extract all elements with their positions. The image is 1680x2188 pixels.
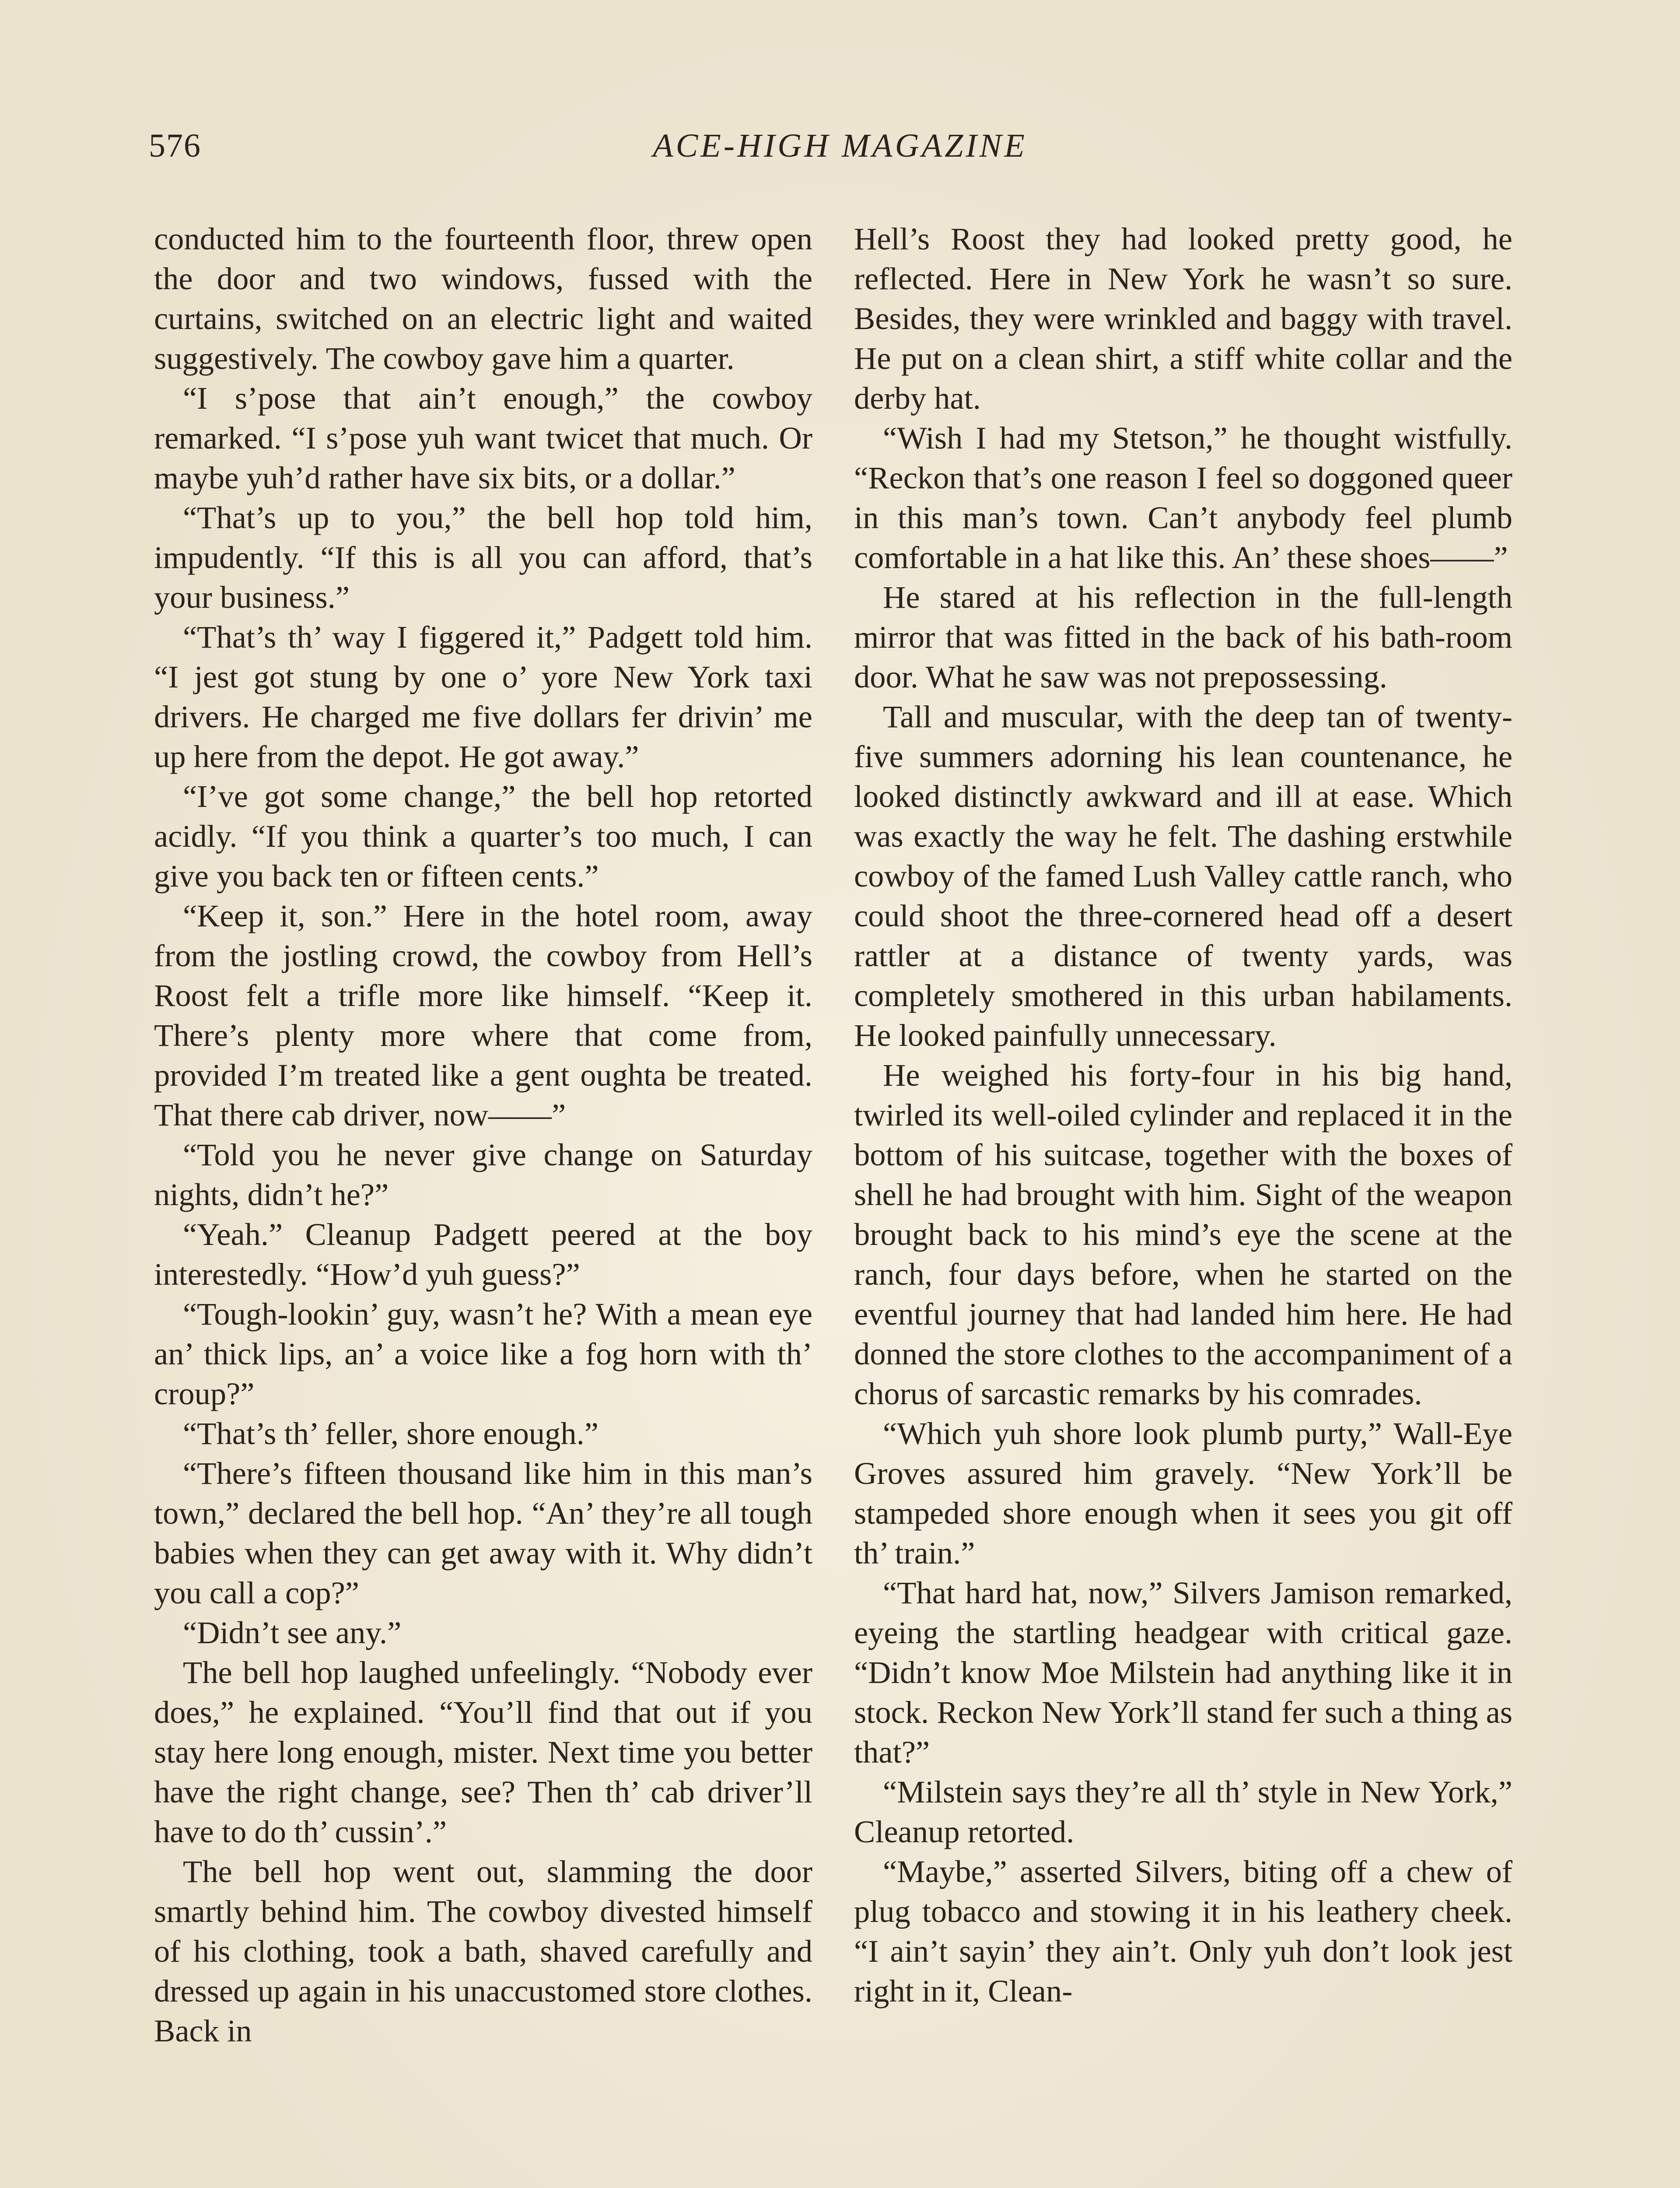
paragraph: “Yeah.” Cleanup Padgett peered at the boy interestedly. “How’d yuh guess?” <box>154 1217 812 1292</box>
left-column <box>154 219 812 2051</box>
paragraph: conducted him to the fourteenth floor, threw open the door and two windows, fussed with the curtains, switched on an electric light and waited suggestively. The cowboy gave him a quarter. <box>154 221 812 376</box>
paragraph: He weighed his forty-four in his big hand, twirled its well-oiled cylinder and replaced it in the bottom of his suitcase, together with the boxes of shell he had brought with him. Sight of the weapon brought back to his mind’s eye the scene at the ranch, four days before, when he started on the eventful journey that had landed him here. He had donned the store clothes to the accompaniment of a chorus of sarcastic remarks by his comrades. <box>854 1057 1512 1411</box>
paragraph: “Wish I had my Stetson,” he thought wistfully. “Reckon that’s one reason I feel so doggoned queer in this man’s town. Can’t anybody feel plumb comfortable in a hat like this. An’ these shoes——” <box>854 420 1512 575</box>
paragraph: “Told you he never give change on Saturday nights, didn’t he?” <box>154 1137 812 1212</box>
paragraph: The bell hop went out, slamming the door smartly behind him. The cowboy divested himself of his clothing, took a bath, shaved carefully and dressed up again in his unaccustomed store clothes. Back in <box>154 1854 812 2048</box>
paragraph: Hell’s Roost they had looked pretty good, he reflected. Here in New York he wasn’t so sure. Besides, they were wrinkled and baggy with travel. He put on a clean shirt, a stiff white collar and the derby hat. <box>854 221 1512 416</box>
paragraph: Tall and muscular, with the deep tan of twenty-five summers adorning his lean countenance, he looked distinctly awkward and ill at ease. Which was exactly the way he felt. The dashing erstwhile cowboy of the famed Lush Valley cattle ranch, who could shoot the three-cornered head off a desert rattler at a distance of twenty yards, was completely smothered in this urban habilaments. He looked painfully unnecessary. <box>854 699 1512 1053</box>
paragraph: “There’s fifteen thousand like him in this man’s town,” declared the bell hop. “An’ they’re all tough babies when they can get away with it. Why didn’t you call a cop?” <box>154 1455 812 1610</box>
paragraph: “That hard hat, now,” Silvers Jamison remarked, eyeing the startling headgear with critical gaze. “Didn’t know Moe Milstein had anything like it in stock. Reckon New York’ll stand fer such a thing as that?” <box>854 1575 1512 1770</box>
page-header <box>149 127 1531 179</box>
paragraph: “Tough-lookin’ guy, wasn’t he? With a mean eye an’ thick lips, an’ a voice like a fog horn with th’ croup?” <box>154 1296 812 1411</box>
paragraph: The bell hop laughed unfeelingly. “Nobody ever does,” he explained. “You’ll find that out if you stay here long enough, mister. Next time you better have the right change, see? Then th’ cab driver’ll have to do th’ cussin’.” <box>154 1655 812 1849</box>
right-column <box>854 219 1512 2011</box>
paragraph: “Milstein says they’re all th’ style in New York,” Cleanup retorted. <box>854 1774 1512 1849</box>
paragraph: “That’s up to you,” the bell hop told him, impudently. “If this is all you can afford, that’s your business.” <box>154 500 812 615</box>
paragraph: “I s’pose that ain’t enough,” the cowboy remarked. “I s’pose yuh want twicet that much. Or maybe yuh’d rather have six bits, or a dollar.” <box>154 380 812 495</box>
paragraph: “Which yuh shore look plumb purty,” Wall-Eye Groves assured him gravely. “New York’ll be stampeded shore enough when it sees you git off th’ train.” <box>854 1416 1512 1571</box>
paragraph: “That’s th’ way I figgered it,” Padgett told him. “I jest got stung by one o’ yore New York taxi drivers. He charged me five dollars fer drivin’ me up here from the depot. He got away.” <box>154 619 812 774</box>
paragraph: “Maybe,” asserted Silvers, biting off a chew of plug tobacco and stowing it in his leathery cheek. “I ain’t sayin’ they ain’t. Only yuh don’t look jest right in it, Clean- <box>854 1854 1512 2009</box>
paragraph: “I’ve got some change,” the bell hop retorted acidly. “If you think a quarter’s too much, I can give you back ten or fifteen cents.” <box>154 778 812 894</box>
paragraph: “That’s th’ feller, shore enough.” <box>183 1416 598 1451</box>
running-title: ACE-HIGH MAGAZINE <box>653 127 1027 164</box>
paragraph: “Didn’t see any.” <box>183 1615 402 1650</box>
page-number: 576 <box>149 127 201 164</box>
paragraph: “Keep it, son.” Here in the hotel room, away from the jostling crowd, the cowboy from Hell’s Roost felt a trifle more like himself. “Keep it. There’s plenty more where that come from, provided I’m treated like a gent oughta be treated. That there cab driver, now——” <box>154 898 812 1133</box>
paragraph: He stared at his reflection in the full-length mirror that was fitted in the back of his bath-room door. What he saw was not prepossessing. <box>854 579 1512 694</box>
